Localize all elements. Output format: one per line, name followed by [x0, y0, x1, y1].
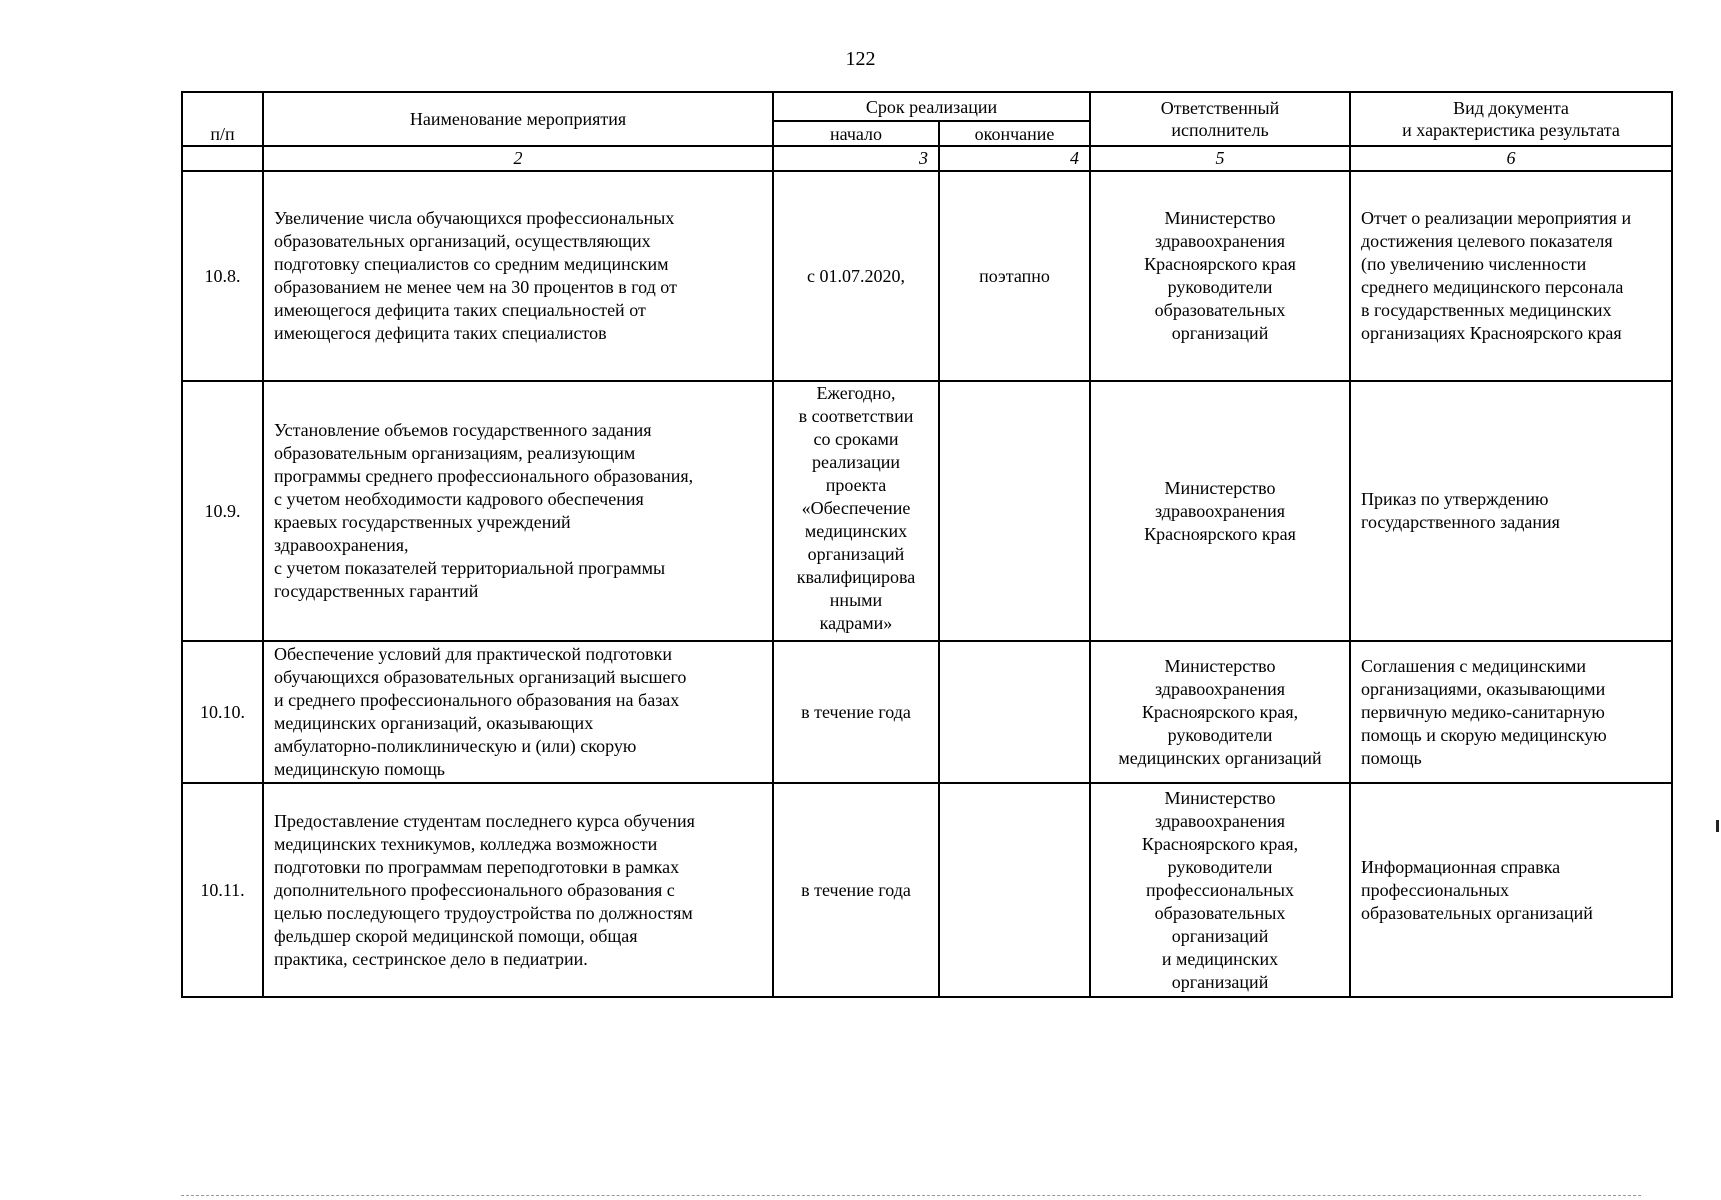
- activity-name: Увеличение числа обучающихся профессиональных образовательных организаций, осуществляющих подготовку специалистов со средним медицинским образованием не менее чем на 30 процентов в год от имеющегося дефицита таких специальностей от имеющегося дефицита таких специалистов: [263, 171, 773, 381]
- start-date: в течение года: [773, 641, 939, 783]
- start-date: Ежегодно, в соответствии со сроками реализации проекта «Обеспечение медицинских организаций квалифицирова нными кадрами»: [773, 381, 939, 641]
- activity-name: Установление объемов государственного задания образовательным организациям, реализующим программы среднего профессионального образования, с учетом необходимости кадрового обеспечения краевых государственных учреждений здравоохранения, с учетом показателей территориальной программы государственных гарантий: [263, 381, 773, 641]
- column-number: 3: [773, 146, 939, 171]
- scan-edge-mark: [1716, 820, 1719, 832]
- table-row: [182, 783, 1672, 997]
- responsible: Министерство здравоохранения Красноярского края руководители образовательных организаций: [1090, 171, 1350, 381]
- document-type: Соглашения с медицинскими организациями, оказывающими первичную медико-санитарную помощь и скорую медицинскую помощь: [1350, 641, 1672, 783]
- header-row: [182, 92, 1672, 121]
- responsible: Министерство здравоохранения Красноярского края, руководители профессиональных образовательных организаций и медицинских организаций: [1090, 783, 1350, 997]
- header-responsible: Ответственный исполнитель: [1090, 92, 1350, 146]
- row-number: 10.8.: [182, 171, 263, 381]
- start-date: с 01.07.2020,: [773, 171, 939, 381]
- end-date: [939, 783, 1090, 997]
- header-num: п/п: [182, 92, 263, 146]
- column-number: 2: [263, 146, 773, 171]
- column-numbers-row: [182, 146, 1672, 171]
- activities-table: [181, 91, 1673, 998]
- column-number: 5: [1090, 146, 1350, 171]
- document-type: Отчет о реализации мероприятия и достижения целевого показателя (по увеличению численности среднего медицинского персонала в государственных медицинских организациях Красноярского края: [1350, 171, 1672, 381]
- page-number: 122: [845, 48, 876, 70]
- start-date: в течение года: [773, 783, 939, 997]
- end-date: [939, 381, 1090, 641]
- table-row: [182, 641, 1672, 783]
- header-start: начало: [773, 121, 939, 146]
- responsible: Министерство здравоохранения Красноярского края: [1090, 381, 1350, 641]
- table-row: [182, 171, 1672, 381]
- table-row: [182, 381, 1672, 641]
- end-date: поэтапно: [939, 171, 1090, 381]
- document-type: Приказ по утверждению государственного задания: [1350, 381, 1672, 641]
- header-period: Срок реализации: [773, 92, 1090, 121]
- column-number: 4: [939, 146, 1090, 171]
- column-number: [182, 146, 263, 171]
- end-date: [939, 641, 1090, 783]
- column-number: 6: [1350, 146, 1672, 171]
- activity-name: Предоставление студентам последнего курса обучения медицинских техникумов, колледжа возможности подготовки по программам переподготовки в рамках дополнительного профессионального образования с целью последующего трудоустройства по должностям фельдшер скорой медицинской помощи, общая практика, сестринское дело в педиатрии.: [263, 783, 773, 997]
- activity-name: Обеспечение условий для практической подготовки обучающихся образовательных организаций высшего и среднего профессионального образования на базах медицинских организаций, оказывающих амбулаторно-поликлиническую и (или) скорую медицинскую помощь: [263, 641, 773, 783]
- header-name: Наименование мероприятия: [263, 92, 773, 146]
- header-document: Вид документа и характеристика результата: [1350, 92, 1672, 146]
- page-bottom-rule: [181, 1195, 1641, 1196]
- document-type: Информационная справка профессиональных образовательных организаций: [1350, 783, 1672, 997]
- row-number: 10.9.: [182, 381, 263, 641]
- responsible: Министерство здравоохранения Красноярского края, руководители медицинских организаций: [1090, 641, 1350, 783]
- row-number: 10.11.: [182, 783, 263, 997]
- header-end: окончание: [939, 121, 1090, 146]
- row-number: 10.10.: [182, 641, 263, 783]
